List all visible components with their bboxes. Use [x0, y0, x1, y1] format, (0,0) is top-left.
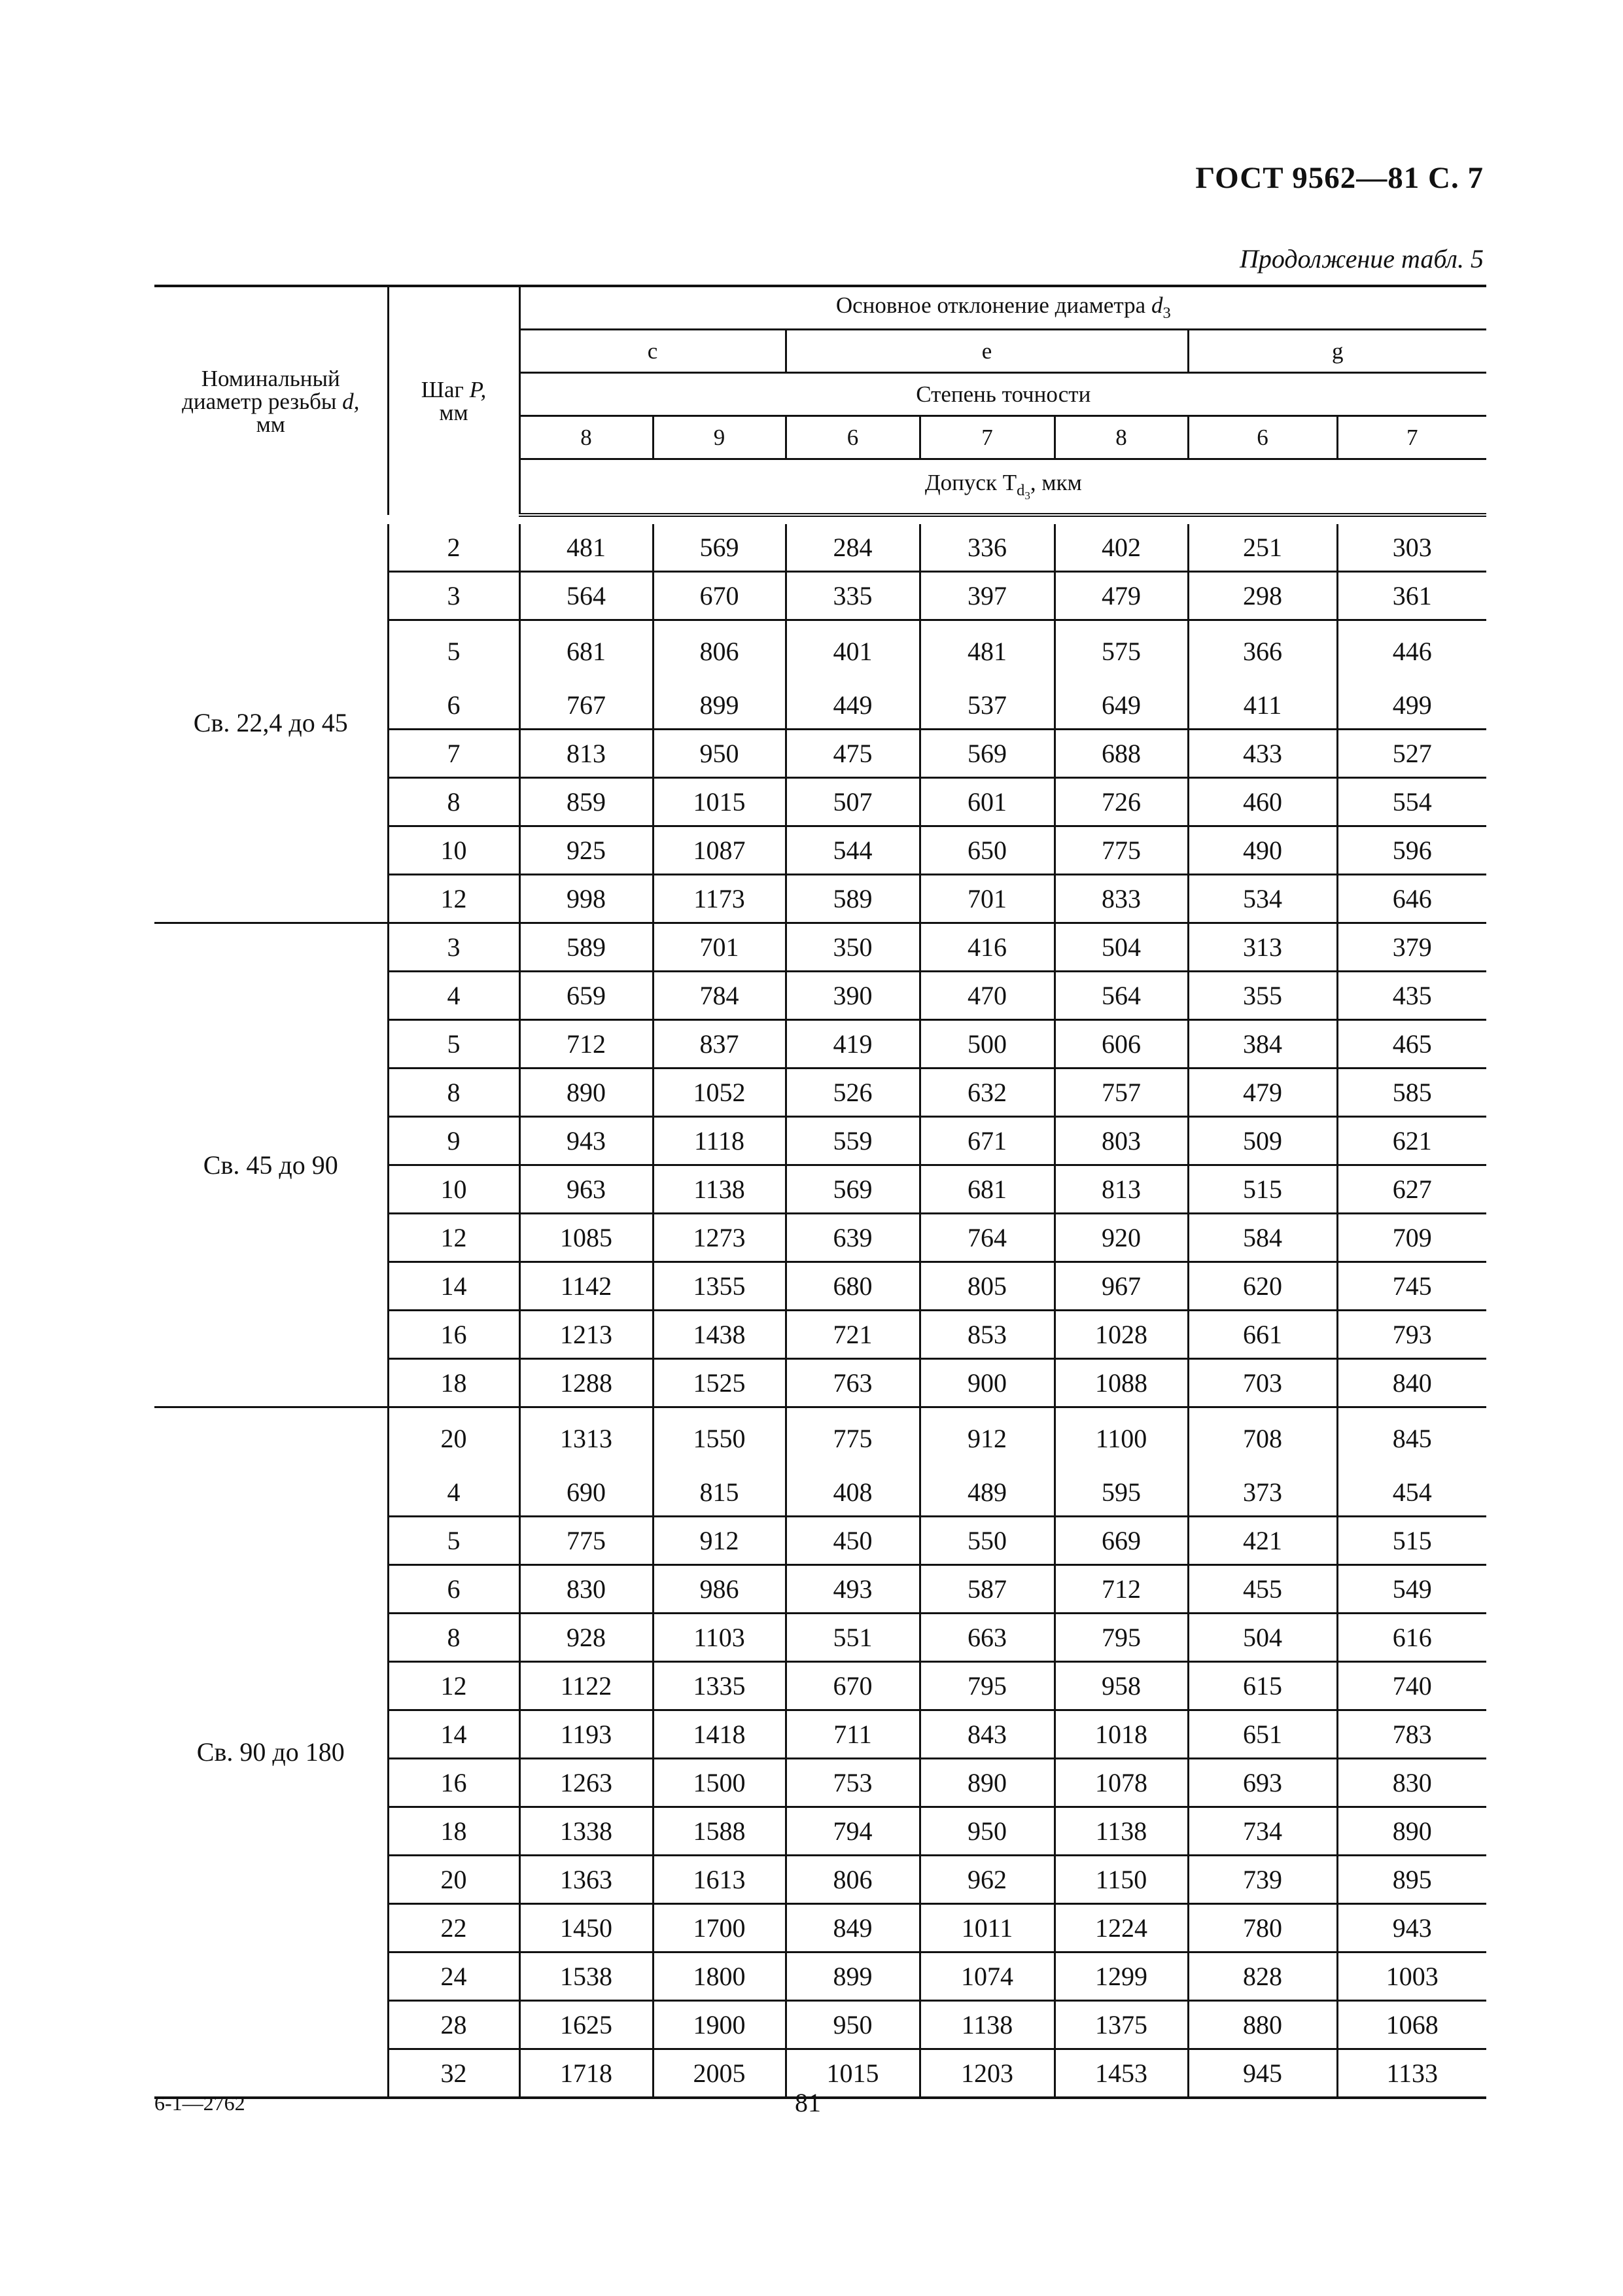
tolerance-value-cell: 551 [786, 1614, 920, 1662]
page-number: 81 [795, 2088, 821, 2117]
pitch-cell: 22 [388, 1904, 519, 1952]
tolerance-value-cell: 515 [1337, 1517, 1486, 1565]
tolerance-value-cell: 507 [786, 778, 920, 826]
tolerance-value-cell: 688 [1055, 730, 1188, 778]
tolerance-value-cell: 621 [1337, 1117, 1486, 1165]
grade-cell: 7 [920, 415, 1055, 459]
tolerance-value-cell: 284 [786, 524, 920, 572]
pitch-cell: 16 [388, 1311, 519, 1359]
tolerance-value-cell: 554 [1337, 778, 1486, 826]
tolerance-value-cell: 830 [1337, 1759, 1486, 1807]
pitch-cell: 5 [388, 620, 519, 682]
tolerance-value-cell: 544 [786, 826, 920, 875]
tolerance-value-cell: 433 [1188, 730, 1337, 778]
tolerance-value-cell: 753 [786, 1759, 920, 1807]
tolerance-value-cell: 943 [1337, 1904, 1486, 1952]
tolerance-value-cell: 402 [1055, 524, 1188, 572]
tolerance-value-cell: 475 [786, 730, 920, 778]
table-row [154, 923, 1486, 972]
tolerance-value-cell: 379 [1337, 923, 1486, 972]
tolerance-value-cell: 925 [519, 826, 653, 875]
tolerance-value-cell: 479 [1055, 572, 1188, 620]
tolerance-value-cell: 680 [786, 1262, 920, 1311]
tolerance-label-cell [519, 459, 1486, 515]
grade-cell: 6 [786, 415, 920, 459]
tolerance-value-cell: 958 [1055, 1662, 1188, 1710]
tolerance-value-cell: 1085 [519, 1214, 653, 1262]
tolerance-value-cell: 1800 [653, 1952, 786, 2001]
tolerance-value-cell: 527 [1337, 730, 1486, 778]
pitch-cell: 12 [388, 1662, 519, 1710]
tolerance-value-cell: 589 [519, 923, 653, 972]
grade-cell: 8 [519, 415, 653, 459]
tolerance-value-cell: 805 [920, 1262, 1055, 1311]
tolerance-value-cell: 767 [519, 682, 653, 730]
pitch-cell: 2 [388, 524, 519, 572]
tolerance-value-cell: 350 [786, 923, 920, 972]
tolerance-value-cell: 515 [1188, 1165, 1337, 1214]
tolerance-value-cell: 1538 [519, 1952, 653, 2001]
tolerance-value-cell: 355 [1188, 972, 1337, 1020]
tolerance-value-cell: 890 [1337, 1807, 1486, 1856]
tolerance-value-cell: 537 [920, 682, 1055, 730]
tolerance-value-cell: 757 [1055, 1069, 1188, 1117]
tolerance-value-cell: 509 [1188, 1117, 1337, 1165]
pitch-cell: 8 [388, 778, 519, 826]
tolerance-value-cell: 569 [920, 730, 1055, 778]
tolerance-value-cell: 1003 [1337, 1952, 1486, 2001]
tolerance-value-cell: 1087 [653, 826, 786, 875]
tolerance-value-cell: 950 [786, 2001, 920, 2049]
nominal-diameter-cell: Св. 90 до 180 [154, 1407, 388, 2098]
tolerance-value-cell: 1088 [1055, 1359, 1188, 1407]
tolerance-value-cell: 450 [786, 1517, 920, 1565]
tolerance-value-cell: 1335 [653, 1662, 786, 1710]
document-title: ГОСТ 9562—81 С. 7 [1195, 161, 1484, 195]
tolerance-value-cell: 465 [1337, 1020, 1486, 1069]
tolerance-value-cell: 830 [519, 1565, 653, 1614]
nominal-diameter-cell: Св. 45 до 90 [154, 923, 388, 1407]
tolerance-value-cell: 784 [653, 972, 786, 1020]
tolerance-value-cell: 1173 [653, 875, 786, 923]
tolerance-value-cell: 740 [1337, 1662, 1486, 1710]
tolerance-value-cell: 1052 [653, 1069, 786, 1117]
tolerance-value-cell: 681 [519, 620, 653, 682]
tolerance-value-cell: 659 [519, 972, 653, 1020]
tolerance-value-cell: 763 [786, 1359, 920, 1407]
tolerance-value-cell: 793 [1337, 1311, 1486, 1359]
tolerance-value-cell: 489 [920, 1469, 1055, 1517]
tolerance-value-cell: 585 [1337, 1069, 1486, 1117]
tolerance-value-cell: 1068 [1337, 2001, 1486, 2049]
tolerance-value-cell: 455 [1188, 1565, 1337, 1614]
tolerance-value-cell: 627 [1337, 1165, 1486, 1214]
pitch-cell: 5 [388, 1517, 519, 1565]
tolerance-value-cell: 470 [920, 972, 1055, 1020]
grade-label: Степень точности [519, 372, 1486, 415]
header-nominal-d: d, [342, 388, 360, 414]
tolerance-value-cell: 845 [1337, 1407, 1486, 1470]
header-deviation [519, 286, 1486, 329]
pitch-cell: 32 [388, 2049, 519, 2098]
tolerance-value-cell: 967 [1055, 1262, 1188, 1311]
tolerance-value-cell: 390 [786, 972, 920, 1020]
pitch-cell: 18 [388, 1359, 519, 1407]
tolerance-value-cell: 849 [786, 1904, 920, 1952]
tolerance-value-cell: 895 [1337, 1856, 1486, 1904]
tolerance-value-cell: 584 [1188, 1214, 1337, 1262]
tolerance-value-cell: 1418 [653, 1710, 786, 1759]
tolerance-value-cell: 575 [1055, 620, 1188, 682]
tolerance-value-cell: 651 [1188, 1710, 1337, 1759]
tolerance-value-cell: 943 [519, 1117, 653, 1165]
tolerance-value-cell: 401 [786, 620, 920, 682]
pitch-cell: 9 [388, 1117, 519, 1165]
tolerance-value-cell: 833 [1055, 875, 1188, 923]
tolerance-value-cell: 945 [1188, 2049, 1337, 2098]
pitch-cell: 16 [388, 1759, 519, 1807]
pitch-cell: 6 [388, 1565, 519, 1614]
tolerance-value-cell: 650 [920, 826, 1055, 875]
tolerance-value-cell: 775 [1055, 826, 1188, 875]
tolerance-value-cell: 419 [786, 1020, 920, 1069]
tolerance-value-cell: 899 [653, 682, 786, 730]
tolerance-value-cell: 813 [519, 730, 653, 778]
tolerance-value-cell: 950 [653, 730, 786, 778]
tolerance-value-cell: 794 [786, 1807, 920, 1856]
tolerance-value-cell: 534 [1188, 875, 1337, 923]
tolerance-value-cell: 587 [920, 1565, 1055, 1614]
pitch-cell: 4 [388, 1469, 519, 1517]
tolerance-value-cell: 681 [920, 1165, 1055, 1214]
tolerance-value-cell: 962 [920, 1856, 1055, 1904]
tolerance-value-cell: 795 [920, 1662, 1055, 1710]
tolerance-value-cell: 734 [1188, 1807, 1337, 1856]
tolerance-value-cell: 499 [1337, 682, 1486, 730]
tolerance-value-cell: 780 [1188, 1904, 1337, 1952]
tolerance-value-cell: 416 [920, 923, 1055, 972]
grade-cell: 6 [1188, 415, 1337, 459]
grade-cell: 7 [1337, 415, 1486, 459]
tolerance-value-cell: 880 [1188, 2001, 1337, 2049]
tolerance-value-cell: 1900 [653, 2001, 786, 2049]
header-pitch-l1: Шаг [421, 377, 464, 402]
tolerance-value-cell: 446 [1337, 620, 1486, 682]
tolerance-value-cell: 963 [519, 1165, 653, 1214]
tolerance-value-cell: 708 [1188, 1407, 1337, 1470]
tolerance-value-cell: 950 [920, 1807, 1055, 1856]
tolerance-value-cell: 620 [1188, 1262, 1337, 1311]
pitch-cell: 5 [388, 1020, 519, 1069]
pitch-cell: 8 [388, 1069, 519, 1117]
pitch-cell: 3 [388, 572, 519, 620]
tolerance-value-cell: 1500 [653, 1759, 786, 1807]
tolerance-value-cell: 828 [1188, 1952, 1337, 2001]
tolerance-value-cell: 815 [653, 1469, 786, 1517]
tolerance-value-cell: 313 [1188, 923, 1337, 972]
tolerance-label: Допуск T [924, 470, 1017, 496]
tolerance-value-cell: 564 [519, 572, 653, 620]
tolerance-value-cell: 421 [1188, 1517, 1337, 1565]
tolerance-value-cell: 986 [653, 1565, 786, 1614]
tolerance-value-cell: 912 [653, 1517, 786, 1565]
tolerance-value-cell: 669 [1055, 1517, 1188, 1565]
tolerance-value-cell: 559 [786, 1117, 920, 1165]
tolerance-value-cell: 928 [519, 1614, 653, 1662]
tolerance-subsub: 3 [1024, 489, 1030, 503]
tolerance-value-cell: 454 [1337, 1469, 1486, 1517]
pitch-cell: 12 [388, 875, 519, 923]
tolerance-value-cell: 504 [1188, 1614, 1337, 1662]
pitch-cell: 14 [388, 1262, 519, 1311]
tolerance-value-cell: 837 [653, 1020, 786, 1069]
tolerance-value-cell: 1100 [1055, 1407, 1188, 1470]
tolerance-value-cell: 1193 [519, 1710, 653, 1759]
deviation-group-e: e [786, 329, 1188, 372]
tolerance-value-cell: 615 [1188, 1662, 1337, 1710]
tolerance-value-cell: 335 [786, 572, 920, 620]
tolerance-value-cell: 1263 [519, 1759, 653, 1807]
tolerance-value-cell: 1011 [920, 1904, 1055, 1952]
tolerance-value-cell: 460 [1188, 778, 1337, 826]
tolerance-value-cell: 663 [920, 1614, 1055, 1662]
tolerance-value-cell: 493 [786, 1565, 920, 1614]
tolerance-sub: d [1017, 482, 1025, 500]
tolerance-value-cell: 1103 [653, 1614, 786, 1662]
table-row [154, 1407, 1486, 1470]
tolerance-value-cell: 701 [920, 875, 1055, 923]
tolerance-value-cell: 336 [920, 524, 1055, 572]
tolerance-value-cell: 1015 [653, 778, 786, 826]
tolerance-value-cell: 1288 [519, 1359, 653, 1407]
tolerance-value-cell: 775 [519, 1517, 653, 1565]
tolerance-value-cell: 726 [1055, 778, 1188, 826]
tolerance-value-cell: 595 [1055, 1469, 1188, 1517]
tolerance-value-cell: 1133 [1337, 2049, 1486, 2098]
pitch-cell: 7 [388, 730, 519, 778]
deviation-group-c: c [519, 329, 786, 372]
header-pitch-l2: мм [439, 400, 468, 425]
tolerance-value-cell: 589 [786, 875, 920, 923]
tolerance-value-cell: 1142 [519, 1262, 653, 1311]
tolerance-value-cell: 703 [1188, 1359, 1337, 1407]
tolerance-value-cell: 639 [786, 1214, 920, 1262]
tolerance-value-cell: 649 [1055, 682, 1188, 730]
tolerance-value-cell: 806 [786, 1856, 920, 1904]
tolerance-value-cell: 711 [786, 1710, 920, 1759]
table-row [154, 524, 1486, 572]
pitch-cell: 14 [388, 1710, 519, 1759]
tolerance-value-cell: 549 [1337, 1565, 1486, 1614]
tolerance-value-cell: 795 [1055, 1614, 1188, 1662]
tolerance-value-cell: 690 [519, 1469, 653, 1517]
tolerance-value-cell: 490 [1188, 826, 1337, 875]
tolerance-value-cell: 709 [1337, 1214, 1486, 1262]
tolerance-value-cell: 397 [920, 572, 1055, 620]
tolerance-value-cell: 550 [920, 1517, 1055, 1565]
pitch-cell: 20 [388, 1407, 519, 1470]
tolerance-value-cell: 693 [1188, 1759, 1337, 1807]
tolerance-value-cell: 813 [1055, 1165, 1188, 1214]
tolerance-value-cell: 632 [920, 1069, 1055, 1117]
page-header [0, 0, 1623, 288]
tolerance-value-cell: 1299 [1055, 1952, 1188, 2001]
tolerance-value-cell: 1613 [653, 1856, 786, 1904]
tolerance-value-cell: 384 [1188, 1020, 1337, 1069]
tolerance-value-cell: 739 [1188, 1856, 1337, 1904]
tolerance-value-cell: 670 [786, 1662, 920, 1710]
tolerance-value-cell: 1138 [1055, 1807, 1188, 1856]
table-body [154, 524, 1486, 2098]
tolerance-value-cell: 803 [1055, 1117, 1188, 1165]
tolerance-value-cell: 601 [920, 778, 1055, 826]
tolerance-value-cell: 366 [1188, 620, 1337, 682]
tolerance-value-cell: 1118 [653, 1117, 786, 1165]
tolerance-value-cell: 775 [786, 1407, 920, 1470]
tolerance-value-cell: 890 [920, 1759, 1055, 1807]
tolerance-value-cell: 504 [1055, 923, 1188, 972]
tolerance-value-cell: 1375 [1055, 2001, 1188, 2049]
tolerance-value-cell: 806 [653, 620, 786, 682]
tolerance-value-cell: 1525 [653, 1359, 786, 1407]
pitch-cell: 28 [388, 2001, 519, 2049]
tolerance-value-cell: 479 [1188, 1069, 1337, 1117]
tolerance-value-cell: 569 [786, 1165, 920, 1214]
tolerance-value-cell: 1363 [519, 1856, 653, 1904]
tolerance-value-cell: 1273 [653, 1214, 786, 1262]
tolerance-value-cell: 569 [653, 524, 786, 572]
tolerance-value-cell: 890 [519, 1069, 653, 1117]
tolerance-value-cell: 712 [519, 1020, 653, 1069]
tolerance-value-cell: 2005 [653, 2049, 786, 2098]
tolerance-value-cell: 998 [519, 875, 653, 923]
tolerance-value-cell: 1450 [519, 1904, 653, 1952]
tolerance-value-cell: 1313 [519, 1407, 653, 1470]
header-pitch-p: P, [469, 377, 487, 402]
pitch-cell: 20 [388, 1856, 519, 1904]
tolerance-unit: , мкм [1030, 470, 1082, 496]
tolerance-value-cell: 661 [1188, 1311, 1337, 1359]
nominal-diameter-cell: Св. 22,4 до 45 [154, 524, 388, 923]
tolerance-value-cell: 500 [920, 1020, 1055, 1069]
tolerance-value-cell: 840 [1337, 1359, 1486, 1407]
tolerance-value-cell: 435 [1337, 972, 1486, 1020]
tolerance-value-cell: 298 [1188, 572, 1337, 620]
pitch-cell: 12 [388, 1214, 519, 1262]
footer-code: 6-1—2762 [154, 2091, 245, 2115]
tolerance-value-cell: 1438 [653, 1311, 786, 1359]
tolerance-value-cell: 1625 [519, 2001, 653, 2049]
tolerance-value-cell: 251 [1188, 524, 1337, 572]
header-nominal-l2: диаметр резьбы [182, 388, 337, 414]
deviation-group-g: g [1188, 329, 1486, 372]
table-continuation-label: Продолжение табл. 5 [1239, 244, 1484, 274]
tolerance-value-cell: 912 [920, 1407, 1055, 1470]
tolerance-value-cell: 411 [1188, 682, 1337, 730]
header-nominal-l1: Номинальный [201, 365, 340, 391]
tolerance-value-cell: 1203 [920, 2049, 1055, 2098]
tolerance-value-cell: 408 [786, 1469, 920, 1517]
deviation-sub: 3 [1162, 304, 1171, 322]
tolerance-value-cell: 1138 [653, 1165, 786, 1214]
tolerance-value-cell: 745 [1337, 1262, 1486, 1311]
tolerance-value-cell: 670 [653, 572, 786, 620]
tolerance-value-cell: 859 [519, 778, 653, 826]
tolerance-value-cell: 764 [920, 1214, 1055, 1262]
tolerance-value-cell: 1213 [519, 1311, 653, 1359]
tolerance-value-cell: 564 [1055, 972, 1188, 1020]
tolerance-value-cell: 606 [1055, 1020, 1188, 1069]
tolerance-value-cell: 646 [1337, 875, 1486, 923]
tolerance-table [154, 285, 1486, 2099]
tolerance-value-cell: 701 [653, 923, 786, 972]
deviation-label: Основное отклонение диаметра [835, 292, 1146, 318]
tolerance-value-cell: 843 [920, 1710, 1055, 1759]
pitch-cell: 18 [388, 1807, 519, 1856]
tolerance-value-cell: 1355 [653, 1262, 786, 1311]
grade-cell: 9 [653, 415, 786, 459]
tolerance-value-cell: 373 [1188, 1469, 1337, 1517]
tolerance-value-cell: 616 [1337, 1614, 1486, 1662]
tolerance-value-cell: 526 [786, 1069, 920, 1117]
tolerance-value-cell: 1138 [920, 2001, 1055, 2049]
tolerance-value-cell: 1018 [1055, 1710, 1188, 1759]
header-nominal-l3: мм [256, 411, 285, 437]
tolerance-value-cell: 853 [920, 1311, 1055, 1359]
tolerance-value-cell: 783 [1337, 1710, 1486, 1759]
tolerance-value-cell: 1588 [653, 1807, 786, 1856]
tolerance-value-cell: 1028 [1055, 1311, 1188, 1359]
tolerance-value-cell: 1453 [1055, 2049, 1188, 2098]
header-nominal-diameter [154, 286, 388, 515]
tolerance-value-cell: 1700 [653, 1904, 786, 1952]
tolerance-value-cell: 361 [1337, 572, 1486, 620]
pitch-cell: 3 [388, 923, 519, 972]
pitch-cell: 24 [388, 1952, 519, 2001]
tolerance-value-cell: 1338 [519, 1807, 653, 1856]
deviation-symbol: d [1151, 292, 1163, 318]
tolerance-value-cell: 481 [519, 524, 653, 572]
tolerance-value-cell: 1224 [1055, 1904, 1188, 1952]
tolerance-value-cell: 1074 [920, 1952, 1055, 2001]
tolerance-value-cell: 596 [1337, 826, 1486, 875]
tolerance-value-cell: 303 [1337, 524, 1486, 572]
header-pitch [388, 286, 519, 515]
tolerance-value-cell: 1078 [1055, 1759, 1188, 1807]
grade-cell: 8 [1055, 415, 1188, 459]
tolerance-value-cell: 899 [786, 1952, 920, 2001]
tolerance-value-cell: 671 [920, 1117, 1055, 1165]
tolerance-value-cell: 712 [1055, 1565, 1188, 1614]
pitch-cell: 8 [388, 1614, 519, 1662]
tolerance-value-cell: 1718 [519, 2049, 653, 2098]
tolerance-value-cell: 1550 [653, 1407, 786, 1470]
tolerance-value-cell: 721 [786, 1311, 920, 1359]
tolerance-value-cell: 449 [786, 682, 920, 730]
pitch-cell: 10 [388, 826, 519, 875]
tolerance-value-cell: 920 [1055, 1214, 1188, 1262]
tolerance-value-cell: 1150 [1055, 1856, 1188, 1904]
tolerance-value-cell: 1122 [519, 1662, 653, 1710]
tolerance-value-cell: 481 [920, 620, 1055, 682]
pitch-cell: 10 [388, 1165, 519, 1214]
pitch-cell: 6 [388, 682, 519, 730]
tolerance-value-cell: 900 [920, 1359, 1055, 1407]
pitch-cell: 4 [388, 972, 519, 1020]
tolerance-value-cell: 1015 [786, 2049, 920, 2098]
